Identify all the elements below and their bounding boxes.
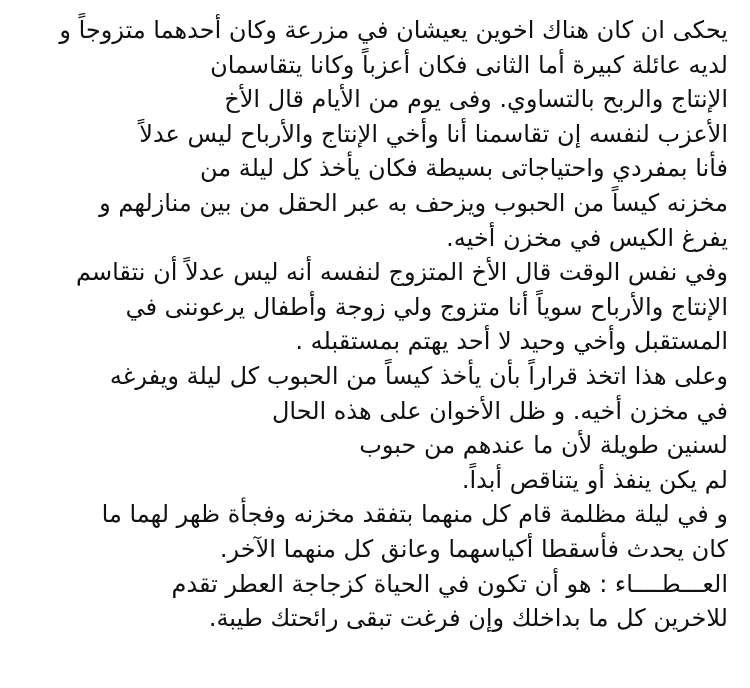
text-line: و في ليلة مظلمة قام كل منهما بتفقد مخزنه وفجأة ظهر لهما ما (101, 500, 728, 529)
text-line: للاخرين كل ما بداخلك وإن فرغت تبقى رائحتك طيبة. (208, 604, 728, 633)
text-line: لديه عائلة كبيرة أما الثانى فكان أعزباً وكانا يتقاسمان (210, 50, 728, 79)
text-line: يحكى ان كان هناك اخوين يعيشان في مزرعة وكان أحدهما متزوجاً و (59, 16, 728, 44)
moral-label-line: العـــطــــاء : هو أن تكون في الحياة كزجاجة العطر تقدم (171, 569, 728, 598)
text-line: المستقبل وأخي وحيد لا أحد يهتم بمستقبله . (295, 327, 728, 356)
text-line: كان يحدث فأسقطا أكياسهما وعانق كل منهما الآخر. (219, 534, 728, 563)
text-line: وفي نفس الوقت قال الأخ المتزوج لنفسه أنه ليس عدلاً أن نتقاسم (75, 258, 728, 287)
text-line: الأعزب لنفسه إن تقاسمنا أنا وأخي الإنتاج والأرباح ليس عدلاً (139, 119, 728, 148)
text-line: وعلى هذا اتخذ قراراً بأن يأخذ كيساً من الحبوب كل ليلة ويفرغه (109, 361, 728, 390)
text-line: لم يكن ينفذ أو يتناقص أبداً. (461, 465, 728, 494)
text-line: فأنا بمفردي واحتياجاتى بسيطة فكان يأخذ كل ليلة من (199, 154, 728, 183)
story-text (28, 13, 728, 636)
text-line: الإنتاج والأرباح سوياً أنا متزوج ولي زوجة وأطفال يرعوننى في (125, 292, 728, 321)
text-line: في مخزن أخيه. و ظل الأخوان على هذه الحال (271, 396, 728, 425)
text-line: يفرغ الكيس في مخزن أخيه. (446, 223, 728, 252)
text-line: مخزنه كيساً من الحبوب ويزحف به عبر الحقل من بين منازلهم و (99, 188, 728, 217)
text-line: الإنتاج والربح بالتساوي. وفى يوم من الأيام قال الأخ (224, 85, 728, 114)
text-line: لسنين طويلة لأن ما عندهم من حبوب (359, 431, 728, 460)
